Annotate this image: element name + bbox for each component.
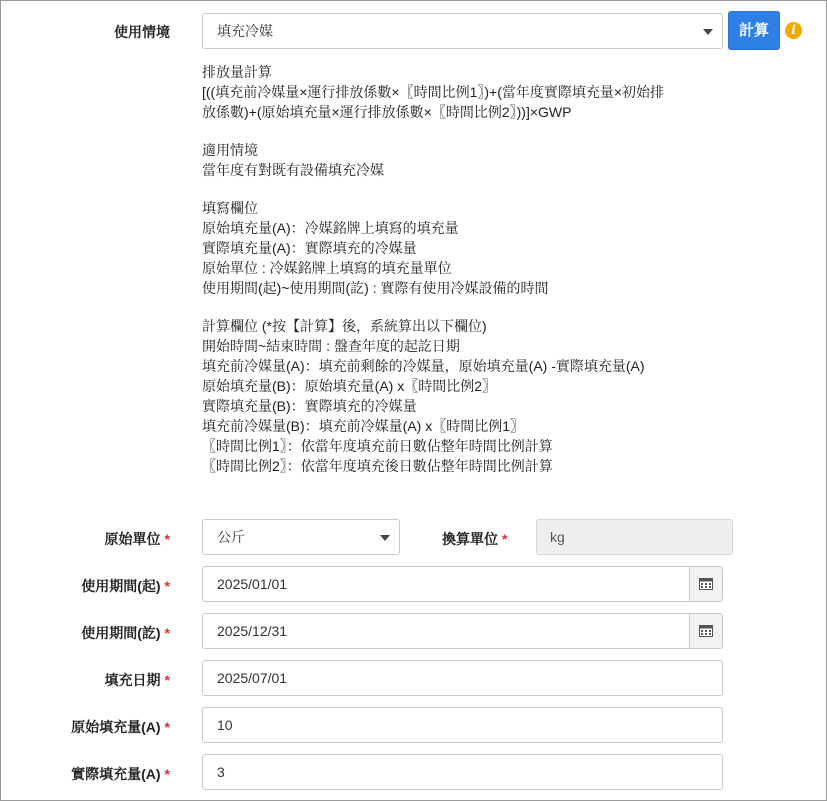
actual-amount-input[interactable] bbox=[202, 754, 723, 790]
fill-date-value: 2025/07/01 bbox=[217, 670, 288, 686]
scenario-select[interactable] bbox=[202, 13, 723, 49]
required-mark: * bbox=[164, 672, 170, 688]
period-end-input[interactable] bbox=[202, 613, 723, 649]
actual-amount-label-text: 實際填充量(A) bbox=[71, 766, 161, 782]
required-mark: * bbox=[164, 719, 170, 735]
calc-field-line: 開始時間~結束時間 : 盤查年度的起訖日期 bbox=[202, 338, 460, 354]
calc-field-line: 填充前冷媒量(A)：填充前剩餘的冷媒量，原始填充量(A) -實際填充量(A) bbox=[202, 358, 645, 374]
calc-field-line: 〖時間比例2〗：依當年度填充後日數佔整年時間比例計算 bbox=[202, 458, 553, 474]
applicable-title: 適用情境 bbox=[202, 142, 258, 158]
original-amount-value: 10 bbox=[217, 717, 233, 733]
calendar-icon bbox=[699, 577, 713, 590]
formula-line: 放係數)+(原始填充量×運行排放係數×〖時間比例2〗))]×GWP bbox=[202, 104, 572, 120]
converted-unit-label bbox=[442, 529, 507, 549]
required-mark: * bbox=[164, 531, 170, 547]
required-mark: * bbox=[502, 531, 508, 547]
scenario-label: 使用情境 bbox=[114, 24, 170, 40]
calculate-button[interactable]: 計算 bbox=[728, 11, 780, 50]
fill-field-line: 使用期間(起)~使用期間(訖) : 實際有使用冷媒設備的時間 bbox=[202, 280, 549, 296]
calc-field-line: 〖時間比例1〗：依當年度填充前日數佔整年時間比例計算 bbox=[202, 438, 553, 454]
calc-fields-title: 計算欄位 (*按【計算】後，系統算出以下欄位) bbox=[202, 318, 487, 334]
calc-field-line: 實際填充量(B)：實際填充的冷媒量 bbox=[202, 398, 417, 414]
period-end-label-text: 使用期間(訖) bbox=[81, 625, 161, 641]
period-start-label-text: 使用期間(起) bbox=[81, 578, 161, 594]
formula-title: 排放量計算 bbox=[202, 64, 272, 80]
fill-date-input[interactable] bbox=[202, 660, 723, 696]
required-mark: * bbox=[164, 625, 170, 641]
actual-amount-value: 3 bbox=[217, 764, 225, 780]
info-icon[interactable]: i bbox=[785, 22, 802, 39]
period-end-value: 2025/12/31 bbox=[217, 623, 288, 639]
formula-line: [((填充前冷媒量×運行排放係數×〖時間比例1〗)+(當年度實際填充量×初始排 bbox=[202, 84, 665, 100]
required-mark: * bbox=[164, 766, 170, 782]
calc-field-line: 填充前冷媒量(B)：填充前冷媒量(A) x〖時間比例1〗 bbox=[202, 418, 524, 434]
fill-fields-title: 填寫欄位 bbox=[202, 200, 258, 216]
applicable-text: 當年度有對既有設備填充冷媒 bbox=[202, 162, 384, 178]
fill-field-line: 原始單位 : 冷媒銘牌上填寫的填充量單位 bbox=[202, 260, 452, 276]
fill-field-line: 實際填充量(A)：實際填充的冷媒量 bbox=[202, 240, 417, 256]
original-unit-label-text: 原始單位 bbox=[104, 531, 161, 547]
period-start-calendar-button[interactable] bbox=[689, 567, 722, 601]
period-start-input[interactable] bbox=[202, 566, 723, 602]
original-amount-input[interactable] bbox=[202, 707, 723, 743]
original-unit-label bbox=[105, 529, 170, 549]
fill-date-label-text: 填充日期 bbox=[104, 672, 161, 688]
fill-date-label bbox=[105, 670, 170, 690]
original-unit-value: 公斤 bbox=[217, 529, 245, 545]
fill-field-line: 原始填充量(A)：冷媒銘牌上填寫的填充量 bbox=[202, 220, 459, 236]
scenario-description bbox=[202, 62, 747, 494]
converted-unit-label-text: 換算單位 bbox=[442, 531, 498, 547]
original-amount-label-text: 原始填充量(A) bbox=[71, 719, 161, 735]
scenario-select-value: 填充冷媒 bbox=[217, 23, 273, 39]
period-end-label bbox=[81, 623, 170, 643]
chevron-down-icon bbox=[703, 29, 713, 35]
period-end-calendar-button[interactable] bbox=[689, 614, 722, 648]
calendar-icon bbox=[699, 624, 713, 637]
period-start-label bbox=[81, 576, 170, 596]
original-amount-label bbox=[71, 717, 170, 737]
chevron-down-icon bbox=[380, 535, 390, 541]
required-mark: * bbox=[164, 578, 170, 594]
actual-amount-label bbox=[71, 764, 170, 784]
converted-unit-field: kg bbox=[536, 519, 733, 555]
calc-field-line: 原始填充量(B)：原始填充量(A) x〖時間比例2〗 bbox=[202, 378, 496, 394]
original-unit-select[interactable] bbox=[202, 519, 400, 555]
period-start-value: 2025/01/01 bbox=[217, 576, 288, 592]
